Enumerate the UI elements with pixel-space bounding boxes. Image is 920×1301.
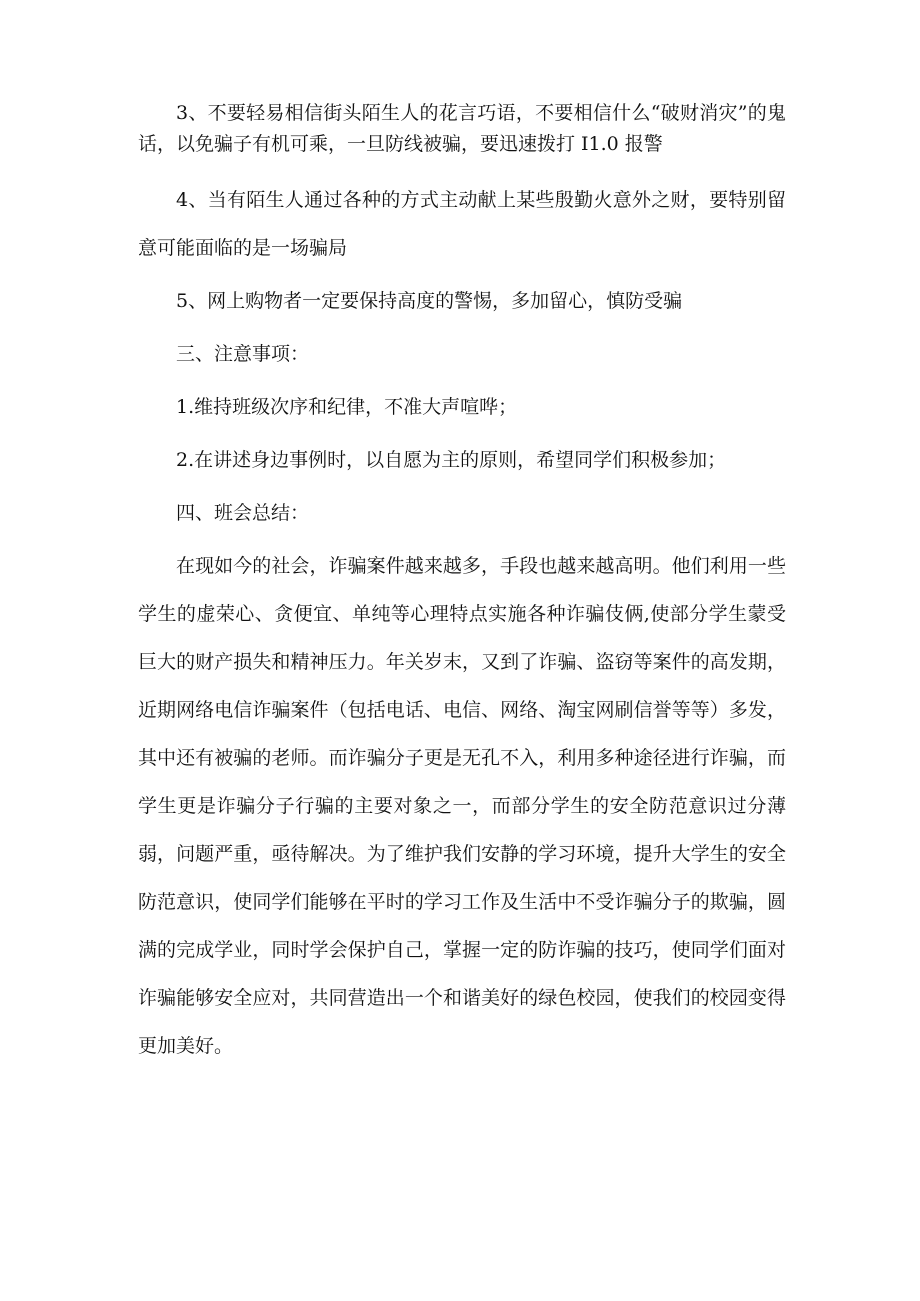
section-heading-summary: 四、班会总结： — [176, 502, 310, 524]
tip-item-3: 3、不要轻易相信街头陌生人的花言巧语，不要相信什么“破财消灾”的鬼话，以免骗子有机可乘，一旦防线被骗，要迅速拨打 I1.0 报警 — [138, 102, 786, 155]
summary-paragraph: 在现如今的社会，诈骗案件越来越多，手段也越来越高明。他们利用一些学生的虚荣心、贪便宜、单纯等心理特点实施各种诈骗伎俩,使部分学生蒙受巨大的财产损失和精神压力。年关岁末，又到了诈骗、盗窃等案件的高发期，近期网络电信诈骗案件（包括电话、电信、网络、淘宝网刷信誉等等）多发，其中还有被骗的老师。而诈骗分子更是无孔不入，利用多种途径进行诈骗，而学生更是诈骗分子行骗的主要对象之一，而部分学生的安全防范意识过分薄弱，问题严重，亟待解决。为了维护我们安静的学习环境，提升大学生的安全防范意识，使同学们能够在平时的学习工作及生活中不受诈骗分子的欺骗，圆满的完成学业，同时学会保护自己，掌握一定的防诈骗的技巧，使同学们面对诈骗能够安全应对，共同营造出一个和谐美好的绿色校园，使我们的校园变得更加美好。 — [138, 555, 786, 1057]
tip-item-5: 5、网上购物者一定要保持高度的警惕，多加留心，慎防受骗 — [176, 290, 683, 312]
tip-item-4: 4、当有陌生人通过各种的方式主动献上某些殷勤火意外之财，要特别留意可能面临的是一场骗局 — [138, 189, 786, 259]
section-heading-notes: 三、注意事项： — [176, 343, 310, 365]
document-body — [138, 98, 786, 1070]
note-item-2: 2.在讲述身边事例时，以自愿为主的原则，希望同学们积极参加； — [176, 449, 727, 471]
note-item-1: 1.维持班级次序和纪律，不准大声喧哗； — [176, 396, 518, 418]
